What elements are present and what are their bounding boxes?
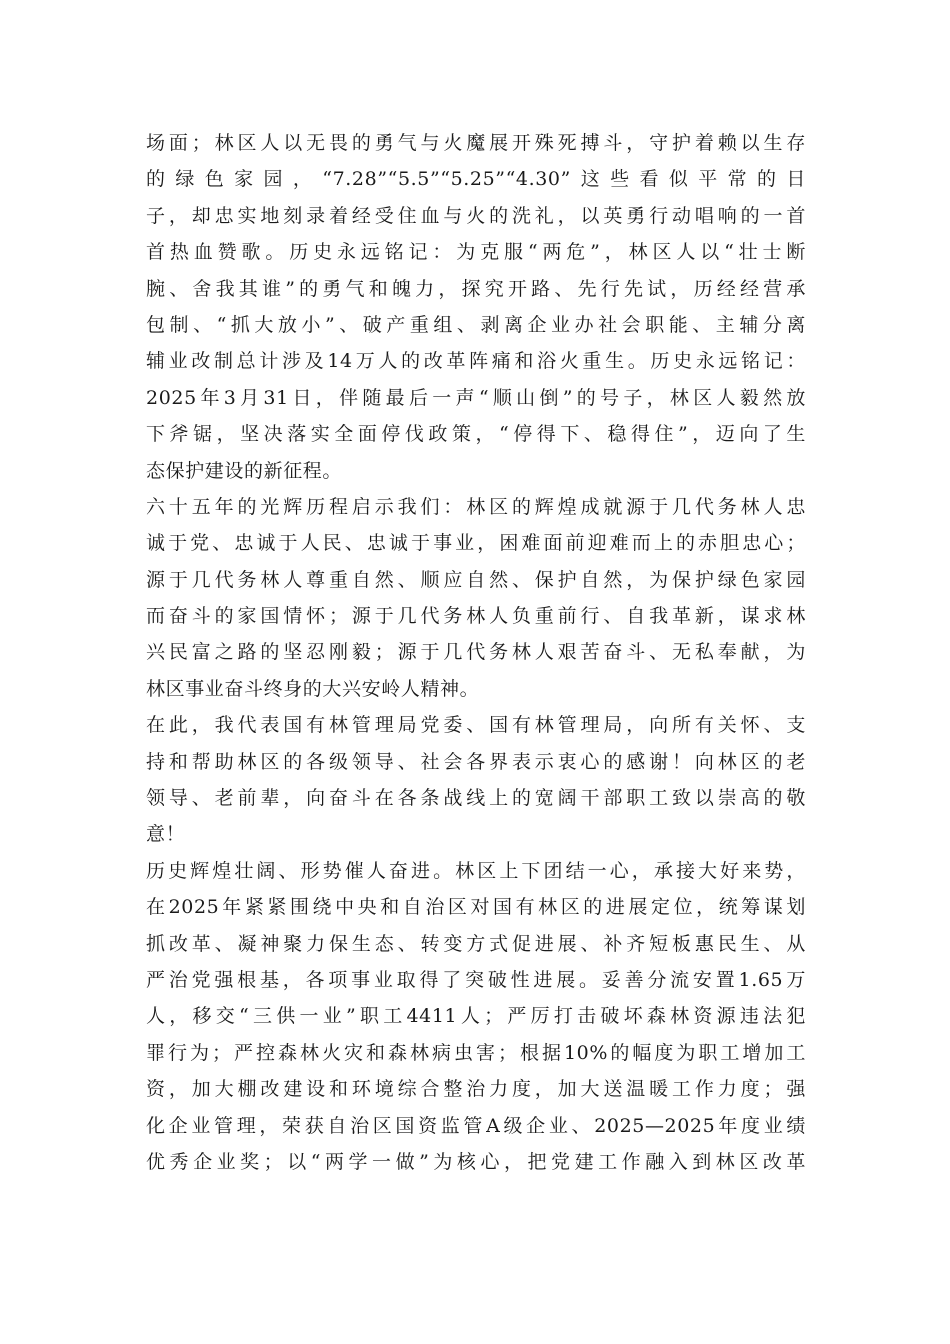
text-line: 源于几代务林人尊重自然、顺应自然、保护自然，为保护绿色家园 [146, 568, 806, 591]
text-line: 优秀企业奖；以“两学一做”为核心，把党建工作融入到林区改革 [146, 1150, 806, 1173]
text-line: 在2025年紧紧围绕中央和自治区对国有林区的进展定位，统筹谋划 [146, 896, 806, 919]
text-line: 下斧锯，坚决落实全面停伐政策，“停得下、稳得住”，迈向了生 [146, 423, 806, 446]
text-line: 而奋斗的家国情怀；源于几代务林人负重前行、自我革新，谋求林 [146, 605, 806, 628]
text-line: 持和帮助林区的各级领导、社会各界表示衷心的感谢！向林区的老 [146, 750, 806, 773]
text-line: 包制、“抓大放小”、破产重组、剥离企业办社会职能、主辅分离 [146, 313, 806, 336]
text-line: 兴民富之路的坚忍刚毅；源于几代务林人艰苦奋斗、无私奉献，为 [146, 641, 806, 664]
text-line: 领导、老前辈，向奋斗在各条战线上的宽阔干部职工致以崇高的敬 [146, 787, 806, 810]
text-line: 抓改革、凝神聚力保生态、转变方式促进展、补齐短板惠民生、从 [146, 932, 806, 955]
text-line: 的绿色家园，“7.28”“5.5”“5.25”“4.30”这些看似平常的日 [146, 168, 806, 191]
text-line: 态保护建设的新征程。 [146, 459, 343, 482]
text-line: 2025年3月31日，伴随最后一声“顺山倒”的号子，林区人毅然放 [146, 386, 806, 409]
text-line: 意！ [146, 823, 186, 846]
text-line: 场面；林区人以无畏的勇气与火魔展开殊死搏斗，守护着赖以生存 [146, 132, 806, 154]
text-line: 罪行为；严控森林火灾和森林病虫害；根据10%的幅度为职工增加工 [146, 1041, 806, 1064]
text-line: 六十五年的光辉历程启示我们：林区的辉煌成就源于几代务林人忠 [146, 495, 806, 518]
text-line: 子，却忠实地刻录着经受住血与火的洗礼，以英勇行动唱响的一首 [146, 204, 806, 227]
text-line: 资，加大棚改建设和环境综合整治力度，加大送温暖工作力度；强 [146, 1078, 806, 1101]
text-line: 林区事业奋斗终身的大兴安岭人精神。 [146, 677, 480, 700]
text-line: 诚于党、忠诚于人民、忠诚于事业，困难面前迎难而上的赤胆忠心； [146, 532, 806, 555]
text-line: 历史辉煌壮阔、形势催人奋进。林区上下团结一心，承接大好来势， [146, 859, 806, 882]
text-line: 腕、舍我其谁”的勇气和魄力，探究开路、先行先试，历经经营承 [146, 277, 806, 300]
text-line: 人，移交“三供一业”职工4411人；严厉打击破坏森林资源违法犯 [146, 1005, 806, 1028]
body-text [146, 125, 806, 1180]
text-line: 辅业改制总计涉及14万人的改革阵痛和浴火重生。历史永远铭记： [146, 350, 806, 373]
text-line: 首热血赞歌。历史永远铭记：为克服“两危”，林区人以“壮士断 [146, 241, 806, 264]
text-line: 化企业管理，荣获自治区国资监管A级企业、2025—2025年度业绩 [146, 1114, 806, 1137]
text-line: 在此，我代表国有林管理局党委、国有林管理局，向所有关怀、支 [146, 714, 806, 737]
text-line: 严治党强根基，各项事业取得了突破性进展。妥善分流安置1.65万 [146, 968, 806, 991]
